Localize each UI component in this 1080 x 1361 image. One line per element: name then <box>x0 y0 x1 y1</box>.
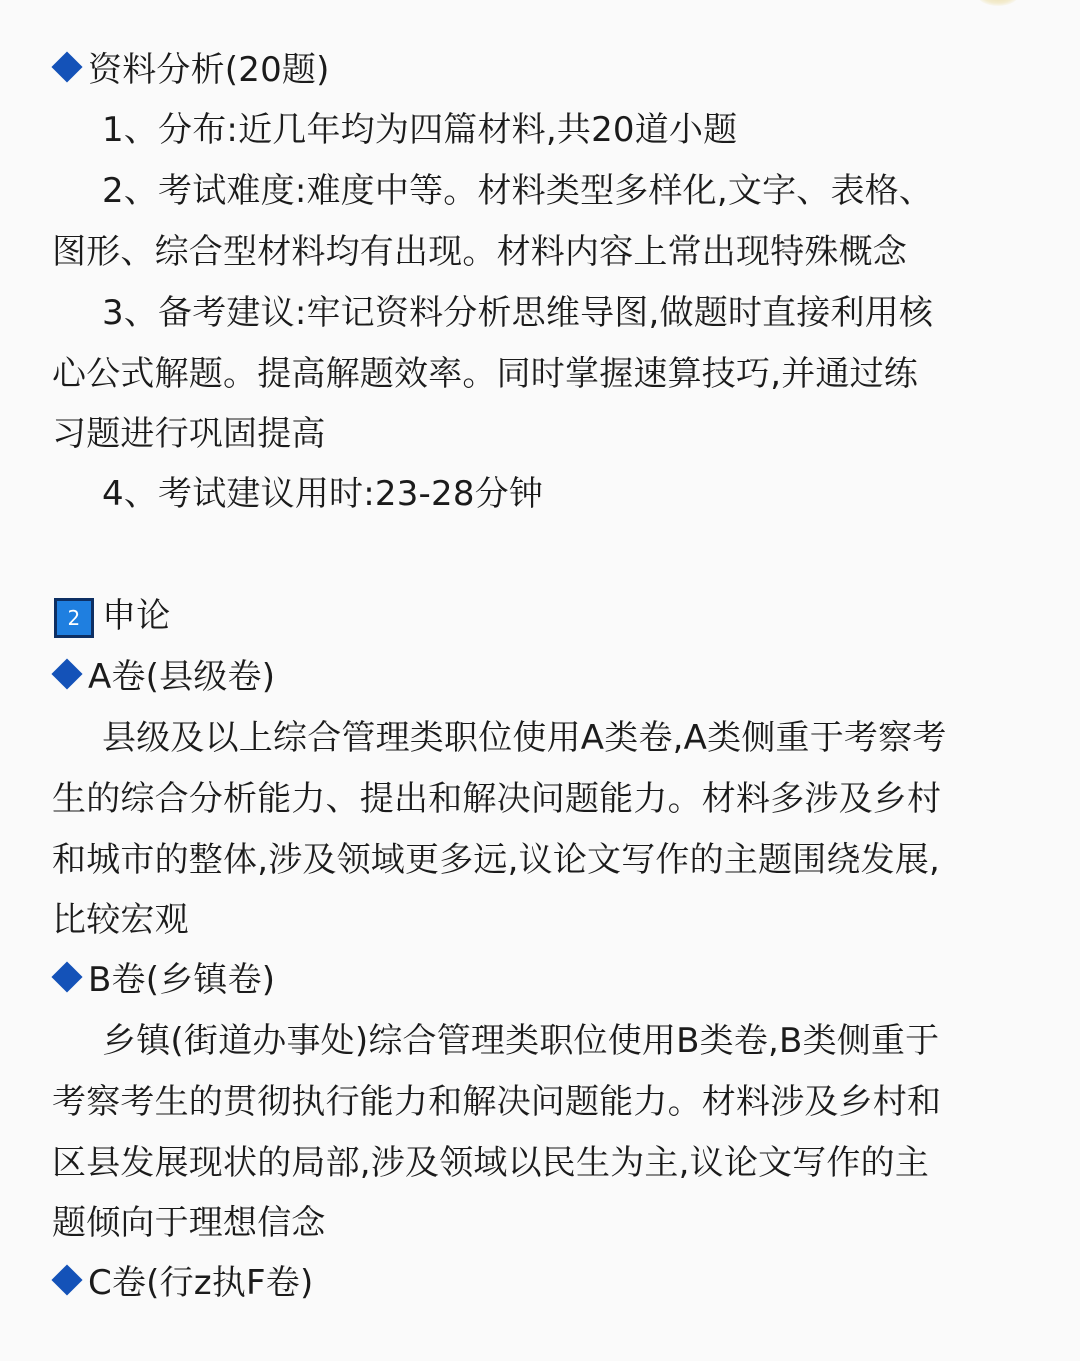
paragraph-line: 乡镇(街道办事处)综合管理类职位使用B类卷,B类侧重于 <box>102 1021 940 1061</box>
paragraph-line: 比较宏观 <box>52 900 189 940</box>
heading-text: B卷(乡镇卷) <box>88 960 276 1000</box>
diamond-bullet-icon <box>51 961 82 992</box>
list-item: 3、备考建议:牢记资料分析思维导图,做题时直接利用核 <box>102 293 934 333</box>
heading-text: 资料分析(20题) <box>88 50 330 90</box>
paragraph-line: 区县发展现状的局部,涉及领域以民生为主,议论文写作的主 <box>52 1143 930 1183</box>
corner-decoration <box>976 0 1020 6</box>
section-heading-shenlun <box>50 594 170 638</box>
list-item: 2、考试难度:难度中等。材料类型多样化,文字、表格、 <box>102 171 934 211</box>
paragraph-line: 题倾向于理想信念 <box>52 1203 326 1243</box>
list-item: 1、分布:近几年均为四篇材料,共20道小题 <box>102 110 738 150</box>
paper-c-heading <box>48 1261 313 1305</box>
list-item-continuation: 心公式解题。提高解题效率。同时掌握速算技巧,并通过练 <box>52 354 919 394</box>
diamond-bullet-icon <box>51 51 82 82</box>
section-heading-data-analysis <box>48 48 330 92</box>
diamond-bullet-icon <box>51 1264 82 1295</box>
paper-b-heading <box>48 958 275 1002</box>
paragraph-line: 生的综合分析能力、提出和解决问题能力。材料多涉及乡村 <box>52 779 942 819</box>
list-item-continuation: 图形、综合型材料均有出现。材料内容上常出现特殊概念 <box>52 232 907 272</box>
list-item-continuation: 习题进行巩固提高 <box>52 414 326 454</box>
paper-a-heading <box>48 655 275 699</box>
section-title: 申论 <box>102 596 171 636</box>
paragraph-line: 和城市的整体,涉及领域更多远,议论文写作的主题围绕发展, <box>52 840 941 880</box>
list-item: 4、考试建议用时:23-28分钟 <box>102 474 544 514</box>
heading-text: C卷(行z执F卷) <box>88 1263 314 1303</box>
section-number-badge: 2 <box>54 598 94 638</box>
diamond-bullet-icon <box>51 658 82 689</box>
heading-text: A卷(县级卷) <box>88 657 276 697</box>
paragraph-line: 考察考生的贯彻执行能力和解决问题能力。材料涉及乡村和 <box>52 1082 942 1122</box>
paragraph-line: 县级及以上综合管理类职位使用A类卷,A类侧重于考察考 <box>102 718 947 758</box>
